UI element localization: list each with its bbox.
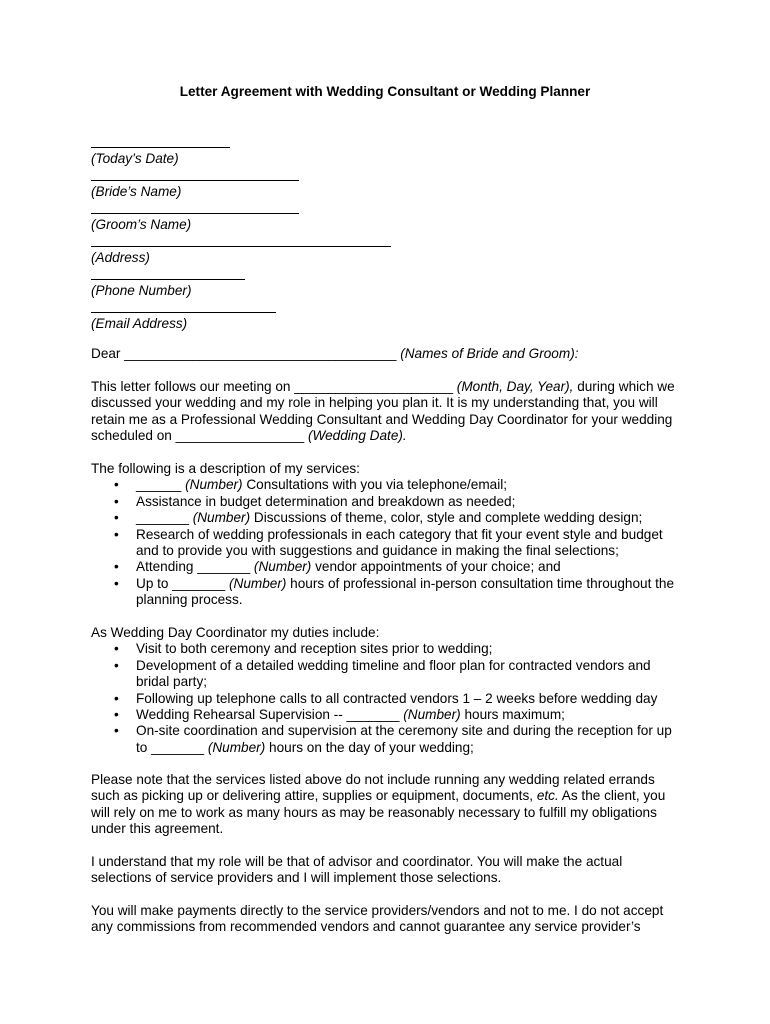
list-item bbox=[91, 723, 683, 756]
intro-text-1: This letter follows our meeting on bbox=[91, 379, 291, 394]
field-phone-number bbox=[91, 266, 691, 299]
intro-paragraph bbox=[91, 379, 683, 445]
item-text: Development of a detailed wedding timeline and floor plan for contracted vendors and bridal party; bbox=[136, 657, 651, 690]
field-label: (Bride’s Name) bbox=[91, 184, 182, 199]
blank-line[interactable] bbox=[91, 167, 299, 181]
field-label: (Today’s Date) bbox=[91, 151, 179, 166]
field-label: (Groom’s Name) bbox=[91, 217, 192, 232]
list-item bbox=[91, 527, 683, 560]
coordinator-list bbox=[91, 641, 683, 756]
coordinator-section bbox=[91, 625, 683, 756]
item-text: vendor appointments of your choice; and bbox=[315, 559, 561, 575]
item-hint: (Number) bbox=[403, 707, 461, 723]
field-brides-name bbox=[91, 167, 691, 200]
coordinator-heading: As Wedding Day Coordinator my duties include: bbox=[91, 625, 380, 640]
list-item bbox=[91, 658, 683, 691]
list-item bbox=[91, 477, 683, 493]
meeting-date-hint: (Month, Day, Year), bbox=[456, 379, 574, 394]
blank-line[interactable] bbox=[91, 299, 276, 313]
salutation-hint: (Names of Bride and Groom): bbox=[400, 346, 579, 361]
errands-paragraph bbox=[91, 772, 683, 838]
item-text: Consultations with you via telephone/email; bbox=[246, 477, 508, 493]
list-item bbox=[91, 707, 683, 723]
item-text: On-site coordination and supervision at the ceremony site and during the reception for up to _______ bbox=[136, 723, 672, 755]
salutation-prefix: Dear bbox=[91, 346, 121, 361]
errands-text-2: As the client, you will rely on me to work as many hours as may be reasonably necessary to fulfill my obligations under this agreement. bbox=[91, 788, 666, 837]
salutation-blank[interactable]: ____________________________________ bbox=[124, 346, 397, 361]
role-paragraph bbox=[91, 854, 683, 887]
item-text: Research of wedding professionals in each category that fit your event style and budget and to provide you with suggestions and guidance in making the final selections; bbox=[136, 526, 663, 559]
list-item bbox=[91, 641, 683, 657]
field-address bbox=[91, 233, 691, 266]
item-text: Attending _______ bbox=[136, 559, 251, 575]
meeting-date-blank[interactable]: _____________________ bbox=[294, 379, 454, 394]
item-hint: (Number) bbox=[185, 477, 243, 493]
wedding-date-blank[interactable]: _________________ bbox=[175, 428, 305, 444]
field-email-address bbox=[91, 299, 691, 332]
item-text: Up to _______ bbox=[136, 575, 226, 591]
blank-line[interactable] bbox=[91, 233, 391, 247]
errands-text-1: Please note that the services listed above do not include running any wedding related errands such as picking up or delivering attire, supplies or equipment, documents, bbox=[91, 772, 655, 804]
blank-line[interactable] bbox=[91, 266, 245, 280]
item-hint: (Number) bbox=[207, 739, 266, 755]
services-section bbox=[91, 461, 683, 609]
item-text: Discussions of theme, color, style and complete wedding design; bbox=[253, 510, 643, 526]
payments-text: You will make payments directly to the service providers/vendors and not to me. I do not accept any commissions from recommended vendors and cannot guarantee any service provider’s bbox=[91, 903, 664, 935]
field-label: (Address) bbox=[91, 250, 150, 265]
wedding-date-hint: (Wedding Date). bbox=[307, 428, 407, 444]
item-text: hours maximum; bbox=[464, 707, 565, 723]
field-label: (Email Address) bbox=[91, 316, 188, 331]
item-hint: (Number) bbox=[192, 510, 251, 526]
intro-text-2: during which we discussed your wedding and my role in helping you plan it. It is my understanding that, you will retain me as a Professional Wedding Consultant and Wedding Day Coordinator for your wedding scheduled on bbox=[91, 379, 675, 444]
document-title: Letter Agreement with Wedding Consultant or Wedding Planner bbox=[179, 84, 591, 99]
item-text: hours of professional in-person consultation time throughout the planning process. bbox=[136, 575, 675, 608]
field-grooms-name bbox=[91, 200, 691, 233]
list-item bbox=[91, 494, 683, 510]
services-list bbox=[91, 477, 683, 608]
field-label: (Phone Number) bbox=[91, 283, 192, 298]
errands-etc: etc. bbox=[536, 788, 559, 804]
list-item bbox=[91, 691, 683, 707]
item-text: hours on the day of your wedding; bbox=[269, 739, 474, 755]
item-text: ______ bbox=[136, 477, 182, 493]
salutation bbox=[91, 346, 691, 362]
blank-line[interactable] bbox=[91, 134, 230, 148]
item-text: Visit to both ceremony and reception sites prior to wedding; bbox=[136, 641, 493, 657]
services-heading: The following is a description of my services: bbox=[91, 461, 360, 476]
list-item bbox=[91, 559, 683, 575]
item-text: _______ bbox=[136, 510, 189, 526]
role-text: I understand that my role will be that of advisor and coordinator. You will make the actual selections of service providers and I will implement those selections. bbox=[91, 854, 623, 886]
list-item bbox=[91, 576, 683, 609]
item-text: Wedding Rehearsal Supervision -- _______ bbox=[136, 707, 400, 723]
item-text: Assistance in budget determination and breakdown as needed; bbox=[136, 493, 516, 509]
field-todays-date bbox=[91, 134, 691, 167]
list-item bbox=[91, 510, 683, 526]
item-text: Following up telephone calls to all contracted vendors 1 – 2 weeks before wedding day bbox=[136, 690, 658, 706]
item-hint: (Number) bbox=[228, 575, 287, 591]
blank-line[interactable] bbox=[91, 200, 299, 214]
payments-paragraph bbox=[91, 903, 683, 936]
item-hint: (Number) bbox=[253, 559, 312, 575]
